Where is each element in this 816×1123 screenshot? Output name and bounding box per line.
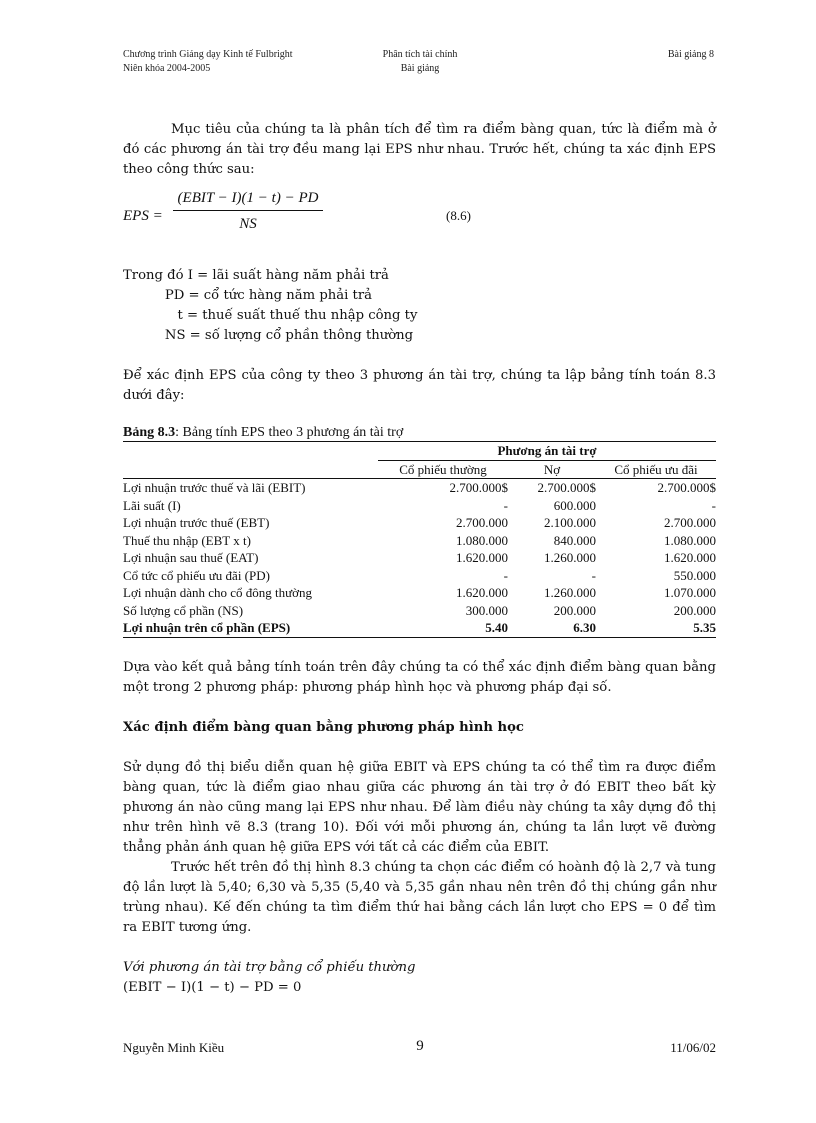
row-value: 550.000 xyxy=(673,567,716,583)
eps-zero-equation: (EBIT − I)(1 − t) − PD = 0 xyxy=(123,979,302,995)
table-row xyxy=(123,584,716,602)
row-label: Lợi nhuận sau thuế (EAT) xyxy=(123,550,259,565)
formula-number: (8.6) xyxy=(446,208,471,223)
row-value: 5.40 xyxy=(378,619,508,637)
formula-fraction xyxy=(173,188,323,234)
row-label: Lợi nhuận trên cổ phần (EPS) xyxy=(123,619,378,637)
intro-paragraph: Mục tiêu của chúng ta là phân tích để tìm ra điểm bàng quan, tức là điểm mà ở đó các phương án tài trợ đều mang lại EPS như nhau. Trước hết, chúng ta xác định EPS theo công thức sau: xyxy=(123,122,716,177)
header-subject: Phân tích tài chính xyxy=(382,49,458,60)
row-value: 600.000 xyxy=(553,497,596,513)
table-column-header-row xyxy=(123,460,716,479)
row-value: 5.35 xyxy=(596,619,716,637)
eps-table xyxy=(123,442,716,638)
table-row xyxy=(123,532,716,550)
row-value: 200.000 xyxy=(553,602,596,618)
graph-steps-paragraph: Trước hết trên đồ thị hình 8.3 chúng ta chọn các điểm có hoành độ là 2,7 và tung độ lần lượt là 5,40; 6,30 và 5,35 (5,40 và 5,35 gần nhau nên trên đồ thị chúng gần như trùng nhau). Kế đến chúng ta tìm điểm thứ hai bằng cách lần lượt cho EPS = 0 để tìm ra EBIT tương ứng. xyxy=(123,859,716,935)
header-lecture-number: Bài giảng 8 xyxy=(667,49,714,60)
table-row xyxy=(123,479,716,497)
row-value: 200.000 xyxy=(673,602,716,618)
row-value: 1.070.000 xyxy=(664,585,716,600)
table-intro-paragraph: Để xác định EPS của công ty theo 3 phương án tài trợ, chúng ta lập bảng tính toán 8.3 dưới đây: xyxy=(123,368,716,403)
formula-numerator: (EBIT − I)(1 − t) − PD xyxy=(173,188,323,211)
table-row xyxy=(123,549,716,567)
row-value: 6.30 xyxy=(508,619,596,637)
table-caption-text: : Bảng tính EPS theo 3 phương án tài trợ xyxy=(175,425,404,440)
header-left xyxy=(123,48,293,76)
eps-formula xyxy=(123,190,716,244)
row-label: Lợi nhuận dành cho cổ đông thường xyxy=(123,585,313,600)
column-header-debt: Nợ xyxy=(508,460,596,479)
row-value: - xyxy=(591,567,596,583)
section-heading: Xác định điểm bàng quan bằng phương pháp hình học xyxy=(123,719,524,735)
header-program: Chương trình Giảng dạy Kinh tế Fulbright xyxy=(123,49,293,60)
table-row xyxy=(123,567,716,585)
formula-lhs: EPS = xyxy=(123,208,163,224)
row-value: 840.000 xyxy=(553,532,596,548)
row-value: 1.620.000 xyxy=(664,550,716,565)
row-value: 2.100.000 xyxy=(544,515,596,530)
column-header-common-stock: Cổ phiếu thường xyxy=(378,460,508,479)
row-label: Lợi nhuận trước thuế và lãi (EBIT) xyxy=(123,480,306,495)
definition-line: NS = số lượng cổ phần thông thường xyxy=(123,328,414,343)
row-value: 2.700.000$ xyxy=(657,480,716,495)
footer-author: Nguyễn Minh Kiều xyxy=(123,1040,225,1055)
row-value: 2.700.000 xyxy=(456,515,508,530)
definition-line: PD = cổ tức hàng năm phải trả xyxy=(123,288,373,303)
table-row xyxy=(123,514,716,532)
row-label: Lãi suất (I) xyxy=(123,497,181,513)
row-label: Thuế thu nhập (EBT x t) xyxy=(123,532,251,548)
table-caption-label: Bảng 8.3 xyxy=(123,425,176,440)
row-value: 2.700.000$ xyxy=(449,480,508,495)
row-value: - xyxy=(503,497,508,513)
table-group-header-row xyxy=(123,442,716,460)
footer-date: 11/06/02 xyxy=(670,1040,716,1055)
group-header: Phương án tài trợ xyxy=(378,442,716,460)
table-caption xyxy=(123,424,716,442)
formula-denominator: NS xyxy=(239,216,257,232)
row-value: 300.000 xyxy=(465,602,508,618)
row-label: Cổ tức cổ phiếu ưu đãi (PD) xyxy=(123,567,270,583)
column-header-preferred-stock: Cổ phiếu ưu đãi xyxy=(596,460,716,479)
graph-method-paragraph: Sử dụng đồ thị biểu diễn quan hệ giữa EBIT và EPS chúng ta có thể tìm ra được điểm bàng quan, tức là điểm giao nhau giữa các phương án tài trợ ở đó EBIT theo bất kỳ phương án nào cũng mang lại EPS như nhau. Để làm điều này chúng ta xây dựng đồ thị như trên hình vẽ 8.3 (trang 10). Đối với mỗi phương án, chúng ta lần lượt vẽ đường thẳng phản ánh quan hệ giữa EPS với tất cả các điểm của EBIT. xyxy=(123,759,716,855)
table-row xyxy=(123,602,716,620)
row-label: Số lượng cổ phần (NS) xyxy=(123,602,244,618)
row-value: 1.080.000 xyxy=(456,532,508,548)
row-value: 1.080.000 xyxy=(664,532,716,548)
common-stock-subheading: Với phương án tài trợ bằng cổ phiếu thường xyxy=(123,959,416,975)
header-year: Niên khóa 2004-2005 xyxy=(123,63,211,74)
row-value: 2.700.000$ xyxy=(537,480,596,495)
page-content xyxy=(123,120,716,998)
table-row xyxy=(123,497,716,515)
row-value: 2.700.000 xyxy=(664,515,716,530)
row-label: Lợi nhuận trước thuế (EBT) xyxy=(123,515,270,530)
table-row xyxy=(123,619,716,637)
row-value: - xyxy=(711,497,716,513)
row-value: 1.260.000 xyxy=(544,550,596,565)
row-value: - xyxy=(503,567,508,583)
header-type: Bài giảng xyxy=(400,63,440,74)
header-center xyxy=(340,48,500,76)
definition-line: Trong đó I = lãi suất hàng năm phải trả xyxy=(123,268,389,283)
row-value: 1.620.000 xyxy=(456,585,508,600)
result-paragraph: Dựa vào kết quả bảng tính toán trên đây chúng ta có thể xác định điểm bàng quan bằng một trong 2 phương pháp: phương pháp hình học và phương pháp đại số. xyxy=(123,659,716,695)
row-value: 1.260.000 xyxy=(544,585,596,600)
definitions-list xyxy=(123,266,716,346)
row-value: 1.620.000 xyxy=(456,550,508,565)
definition-line: t = thuế suất thuế thu nhập công ty xyxy=(123,308,418,323)
footer-page-number: 9 xyxy=(416,1038,424,1054)
